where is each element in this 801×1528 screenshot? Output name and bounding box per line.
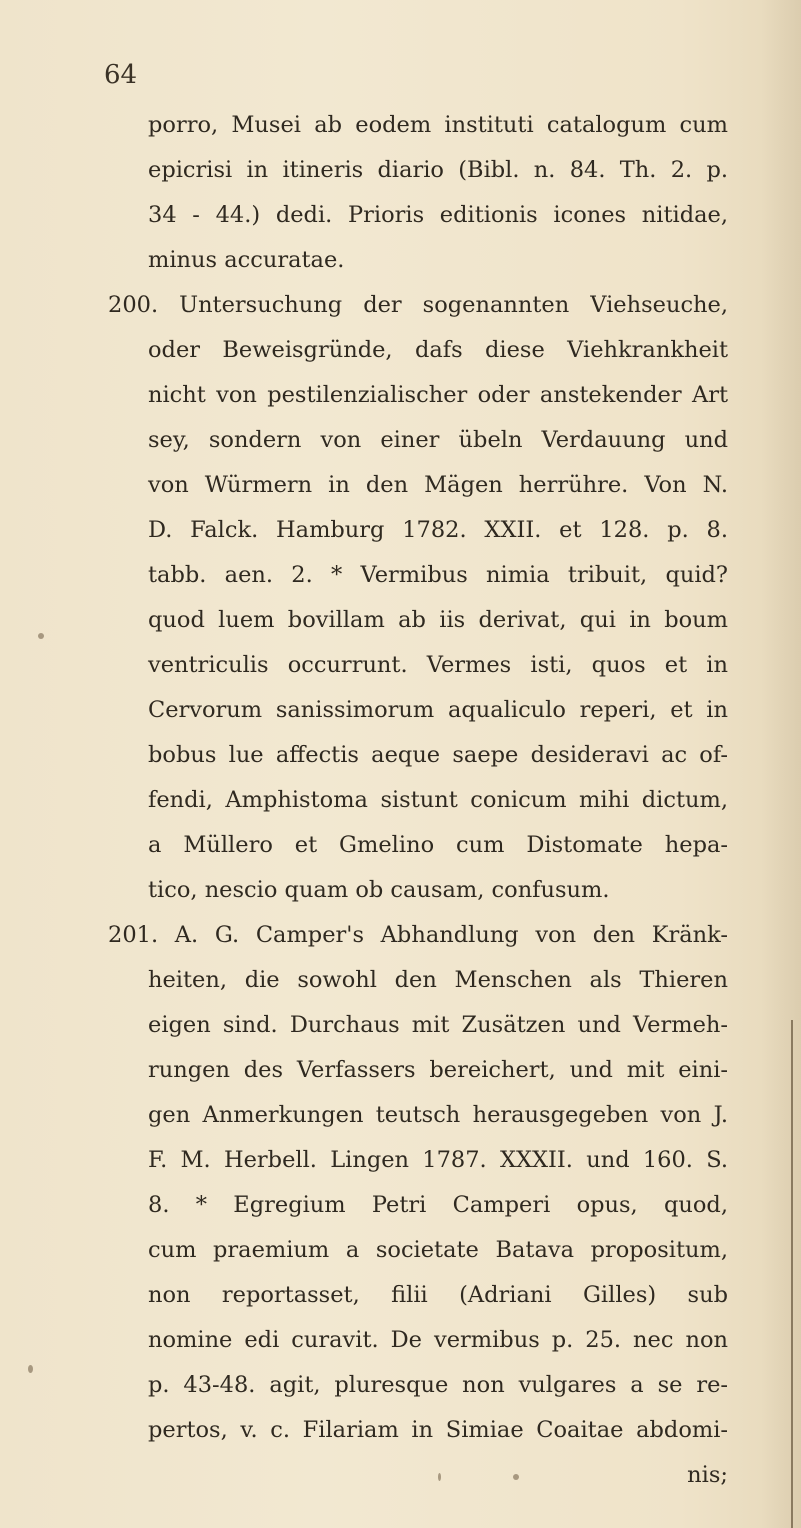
text-line: Cervorum sanissimorum aqualiculo reperi, et in	[148, 697, 728, 723]
text-line: a Müllero et Gmelino cum Distomate hepa-	[148, 832, 728, 858]
text-line: quod luem bovillam ab iis derivat, qui in boum	[148, 607, 728, 633]
text-line: 34 - 44.) dedi. Prioris editionis icones nitidae,	[148, 202, 728, 228]
text-line: von Würmern in den Mägen herrühre. Von N.	[148, 472, 728, 498]
text-line: D. Falck. Hamburg 1782. XXII. et 128. p. 8.	[148, 517, 728, 543]
text-line: fendi, Amphistoma sistunt conicum mihi dictum,	[148, 787, 728, 813]
text-line: cum praemium a societate Batava propositum,	[148, 1237, 728, 1263]
text-line: tico, nescio quam ob causam, confusum.	[148, 877, 610, 903]
text-line: non reportasset, filii (Adriani Gilles) sub	[148, 1282, 728, 1308]
text-line: epicrisi in itineris diario (Bibl. n. 84. Th. 2. p.	[148, 157, 728, 183]
text-line: rungen des Verfassers bereichert, und mit eini-	[148, 1057, 728, 1083]
text-line: minus accuratae.	[148, 247, 345, 273]
text-line: porro, Musei ab eodem instituti catalogum cum	[148, 112, 728, 138]
text-line: bobus lue affectis aeque saepe desideravi ac of-	[148, 742, 728, 768]
text-line: F. M. Herbell. Lingen 1787. XXXII. und 160. S.	[148, 1147, 728, 1173]
text-line: sey, sondern von einer übeln Verdauung und	[148, 427, 728, 453]
text-line: nomine edi curavit. De vermibus p. 25. nec non	[148, 1327, 728, 1353]
text-line: p. 43-48. agit, pluresque non vulgares a se re-	[148, 1372, 728, 1398]
text-line: eigen sind. Durchaus mit Zusätzen und Vermeh-	[148, 1012, 728, 1038]
text-line: heiten, die sowohl den Menschen als Thieren	[148, 967, 728, 993]
entry-201-heading: 201. A. G. Camper's Abhandlung von den Kränk-	[108, 922, 728, 948]
entry-200-heading: 200. Untersuchung der sogenannten Viehseuche,	[108, 292, 728, 318]
text-line: 8. * Egregium Petri Camperi opus, quod,	[148, 1192, 728, 1218]
catchword: nis;	[687, 1462, 728, 1488]
text-line: oder Beweisgründe, dafs diese Viehkrankheit	[148, 337, 728, 363]
text-line: nicht von pestilenzialischer oder anstekender Art	[148, 382, 728, 408]
page-number: 64	[104, 60, 138, 90]
text-line: tabb. aen. 2. * Vermibus nimia tribuit, quid?	[148, 562, 728, 588]
text-line: ventriculis occurrunt. Vermes isti, quos et in	[148, 652, 728, 678]
text-line: pertos, v. c. Filariam in Simiae Coaitae abdomi-	[148, 1417, 728, 1443]
text-line: gen Anmerkungen teutsch herausgegeben von J.	[148, 1102, 728, 1128]
